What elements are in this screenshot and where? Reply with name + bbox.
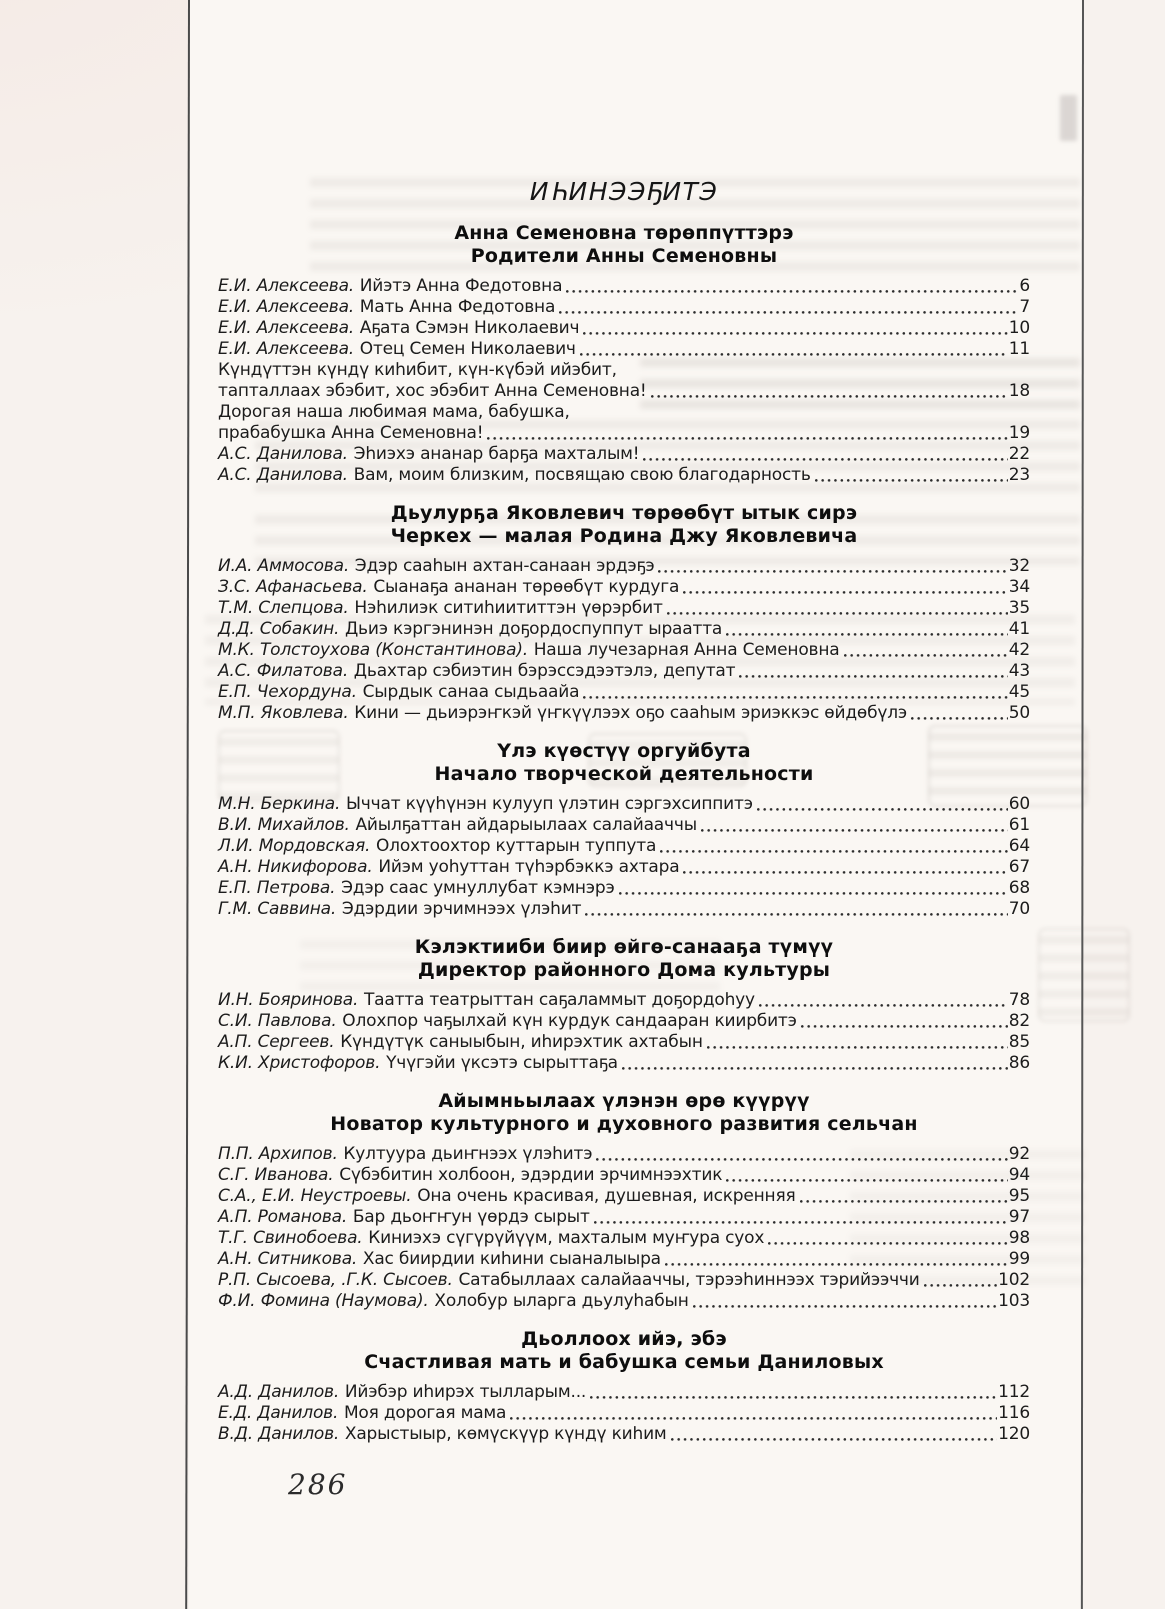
entry-title: Олохтоохтор куттарын туппута — [375, 836, 657, 856]
entry-page-number: 19 — [1008, 423, 1030, 443]
entry-page-number: 34 — [1008, 577, 1030, 597]
toc-entry — [218, 1011, 1030, 1032]
entry-text — [218, 318, 579, 338]
entry-text — [218, 878, 615, 898]
section-heading-russian: Черкех — малая Родина Джу Яковлевича — [390, 525, 858, 547]
toc-section — [218, 1328, 1030, 1445]
entry-title: Култуура дьиҥнээх үлэһитэ — [343, 1144, 593, 1164]
dot-leader — [622, 1066, 1008, 1071]
dot-leader — [739, 674, 1007, 679]
section-heading-sakha: Дьоллоох ийэ, эбэ — [521, 1328, 727, 1350]
dot-leader — [580, 352, 1008, 357]
toc-entry — [218, 465, 1030, 486]
entry-author: Е.И. Алексеева. — [218, 297, 354, 317]
toc-entry — [218, 423, 1030, 444]
entry-page-number: 120 — [998, 1424, 1030, 1444]
toc-entry-list — [218, 1382, 1030, 1445]
toc-entry — [218, 1382, 1030, 1403]
entry-title: Ийэм уоһуттан түһэрбэккэ ахтара — [378, 857, 680, 877]
entry-author: К.И. Христофоров. — [218, 1053, 381, 1073]
entry-page-number: 98 — [1008, 1228, 1030, 1248]
entry-text — [218, 640, 840, 660]
entry-title: Кини — дьиэрэҥкэй үҥкүүлээх оҕо сааһым эриэккэс өйдөбүлэ — [354, 703, 908, 723]
entry-text — [218, 815, 697, 835]
entry-text — [218, 556, 654, 576]
entry-title: Айылҕаттан айдарыылаах салайааччы — [355, 815, 697, 835]
toc-entry — [218, 836, 1030, 857]
entry-title: Отец Семен Николаевич — [359, 339, 576, 359]
toc-entry — [218, 1270, 1030, 1291]
entry-text — [218, 1228, 764, 1248]
toc-section — [218, 936, 1030, 1074]
entry-text — [218, 381, 647, 401]
entry-text — [218, 1403, 506, 1423]
toc-entry — [218, 682, 1030, 703]
entry-page-number: 61 — [1008, 815, 1030, 835]
toc-entry — [218, 703, 1030, 724]
toc-entry — [218, 1144, 1030, 1165]
entry-author: Л.И. Мордовская. — [218, 836, 371, 856]
section-heading — [218, 936, 1030, 982]
entry-text — [218, 1270, 920, 1290]
entry-page-number: 10 — [1008, 318, 1030, 338]
entry-title: Үчүгэйи үксэтэ сырыттаҕа — [386, 1053, 618, 1073]
entry-title: Аҕата Сэмэн Николаевич — [359, 318, 580, 338]
entry-page-number: 94 — [1008, 1165, 1030, 1185]
section-heading — [218, 222, 1030, 268]
entry-page-number: 70 — [1008, 899, 1030, 919]
toc-entry — [218, 619, 1030, 640]
entry-page-number: 85 — [1008, 1032, 1030, 1052]
entry-page-number: 68 — [1008, 878, 1030, 898]
entry-title: Наша лучезарная Анна Семеновна — [533, 640, 840, 660]
toc-entry — [218, 276, 1030, 297]
toc-entry — [218, 1403, 1030, 1424]
dot-leader — [594, 1220, 1008, 1225]
entry-title: Эдэр сааһын ахтан-санаан эрдэҕэ — [354, 556, 655, 576]
section-heading-russian: Счастливая мать и бабушка семьи Даниловых — [364, 1351, 884, 1373]
entry-text — [218, 794, 753, 814]
dot-leader — [585, 912, 1007, 917]
entry-page-number: 41 — [1008, 619, 1030, 639]
section-heading-sakha: Анна Семеновна төрөппүттэрэ — [454, 222, 794, 244]
toc-entry-list — [218, 990, 1030, 1074]
entry-text — [218, 661, 735, 681]
dot-leader — [660, 849, 1008, 854]
dot-leader — [924, 1283, 998, 1288]
dot-leader — [658, 569, 1007, 574]
toc-entry — [218, 402, 1030, 423]
entry-text — [218, 1144, 592, 1164]
entry-page-number: 92 — [1008, 1144, 1030, 1164]
entry-title: Дьахтар сэбиэтин бэрэссэдээтэлэ, депутат — [353, 661, 736, 681]
dot-leader — [815, 478, 1008, 483]
entry-page-number: 102 — [998, 1270, 1030, 1290]
dot-leader — [651, 394, 1008, 399]
toc-entry — [218, 444, 1030, 465]
dot-leader — [768, 1241, 1008, 1246]
entry-text — [218, 360, 617, 380]
entry-title: Таатта театрыттан саҕаламмыт доҕордоһуу — [363, 990, 755, 1010]
entry-text — [218, 1382, 586, 1402]
entry-author: А.П. Сергеев. — [218, 1032, 335, 1052]
entry-author: Р.П. Сысоева, .Г.К. Сысоев. — [218, 1270, 453, 1290]
entry-text — [218, 339, 576, 359]
entry-text — [218, 1186, 796, 1206]
entry-author: А.Н. Никифорова. — [218, 857, 373, 877]
entry-text — [218, 598, 663, 618]
toc-entry — [218, 381, 1030, 402]
entry-author: П.П. Архипов. — [218, 1144, 338, 1164]
table-of-contents — [218, 177, 1030, 1501]
entry-author: Ф.И. Фомина (Наумова). — [218, 1291, 429, 1311]
toc-entry-list — [218, 794, 1030, 920]
toc-entry — [218, 1032, 1030, 1053]
entry-title: Моя дорогая мама — [343, 1403, 507, 1423]
entry-author: И.А. Аммосова. — [218, 556, 350, 576]
entry-author: Т.Г. Свинобоева. — [218, 1228, 363, 1248]
dot-leader — [667, 611, 1008, 616]
toc-sections — [218, 222, 1030, 1445]
entry-title: Сатабыллаах салайааччы, тэрээһиннээх тэрийээччи — [458, 1270, 920, 1290]
entry-title: Күндүтүк саныыбын, иһирэхтик ахтабын — [340, 1032, 703, 1052]
entry-title: Мать Анна Федотовна — [359, 297, 556, 317]
entry-text — [218, 276, 562, 296]
entry-text — [218, 1249, 661, 1269]
toc-entry-list — [218, 276, 1030, 486]
entry-page-number: 116 — [998, 1403, 1030, 1423]
toc-entry — [218, 857, 1030, 878]
toc-entry — [218, 794, 1030, 815]
entry-page-number: 112 — [998, 1382, 1030, 1402]
entry-author: Е.Д. Данилов. — [218, 1403, 339, 1423]
section-heading — [218, 1328, 1030, 1374]
entry-page-number: 78 — [1008, 990, 1030, 1010]
entry-page-number: 64 — [1008, 836, 1030, 856]
dot-leader — [583, 695, 1007, 700]
toc-section — [218, 502, 1030, 724]
entry-page-number: 23 — [1008, 465, 1030, 485]
entry-page-number: 6 — [1019, 276, 1030, 296]
section-heading — [218, 502, 1030, 548]
entry-page-number: 45 — [1008, 682, 1030, 702]
dot-leader — [693, 1304, 997, 1309]
dot-leader — [590, 1395, 997, 1400]
toc-entry — [218, 360, 1030, 381]
dot-leader — [683, 870, 1007, 875]
toc-entry — [218, 556, 1030, 577]
toc-entry-list — [218, 1144, 1030, 1312]
entry-page-number: 95 — [1008, 1186, 1030, 1206]
dot-leader — [800, 1199, 1008, 1204]
dot-leader — [671, 1437, 998, 1442]
entry-author: С.И. Павлова. — [218, 1011, 337, 1031]
entry-author: Е.П. Чехордуна. — [218, 682, 357, 702]
entry-author: В.И. Михайлов. — [218, 815, 350, 835]
entry-title: Дорогая наша любимая мама, бабушка, — [218, 402, 570, 422]
entry-title: прабабушка Анна Семеновна! — [218, 423, 484, 443]
entry-text — [218, 619, 722, 639]
entry-author: А.С. Данилова. — [218, 444, 348, 464]
entry-author: М.Н. Беркина. — [218, 794, 341, 814]
entry-title: Сүбэбитин холбоон, эдэрдии эрчимнээхтик — [339, 1165, 723, 1185]
toc-entry — [218, 297, 1030, 318]
entry-text — [218, 1207, 590, 1227]
section-heading-russian: Родители Анны Семеновны — [470, 245, 778, 267]
entry-title: Ийэтэ Анна Федотовна — [359, 276, 563, 296]
entry-title: Бар дьоҥҥун үөрдэ сырыт — [352, 1207, 590, 1227]
toc-entry — [218, 1291, 1030, 1312]
dot-leader — [759, 1003, 1008, 1008]
entry-text — [218, 402, 570, 422]
dot-leader — [801, 1024, 1008, 1029]
dot-leader — [510, 1416, 997, 1421]
entry-author: С.А., Е.И. Неустроевы. — [218, 1186, 412, 1206]
entry-title: Холобур ыларга дьулуһабын — [434, 1291, 689, 1311]
entry-author: А.С. Филатова. — [218, 661, 349, 681]
entry-text — [218, 1424, 667, 1444]
entry-text — [218, 577, 679, 597]
dot-leader — [665, 1262, 1008, 1267]
entry-title: Вам, моим близким, посвящаю свою благодарность — [353, 465, 811, 485]
entry-text — [218, 1053, 618, 1073]
entry-text — [218, 444, 639, 464]
toc-entry — [218, 318, 1030, 339]
entry-page-number: 32 — [1008, 556, 1030, 576]
entry-author: В.Д. Данилов. — [218, 1424, 340, 1444]
entry-page-number: 86 — [1008, 1053, 1030, 1073]
toc-entry — [218, 1165, 1030, 1186]
toc-entry — [218, 1228, 1030, 1249]
entry-text — [218, 1291, 689, 1311]
entry-title: тапталлаах эбэбит, хос эбэбит Анна Семеновна! — [218, 381, 647, 401]
section-heading — [218, 740, 1030, 786]
dot-leader — [726, 632, 1008, 637]
entry-page-number: 97 — [1008, 1207, 1030, 1227]
entry-page-number: 42 — [1008, 640, 1030, 660]
entry-author: С.Г. Иванова. — [218, 1165, 334, 1185]
entry-author: З.С. Афанасьева. — [218, 577, 368, 597]
entry-title: Күндүттэн күндү киһибит, күн-күбэй ийэбит, — [218, 360, 617, 380]
entry-author: Е.И. Алексеева. — [218, 318, 354, 338]
section-heading-sakha: Дьулурҕа Яковлевич төрөөбүт ытык сирэ — [390, 502, 858, 524]
entry-text — [218, 423, 483, 443]
entry-page-number: 18 — [1008, 381, 1030, 401]
entry-text — [218, 1011, 797, 1031]
toc-entry — [218, 899, 1030, 920]
section-heading-sakha: Айымньылаах үлэнэн өрө күүрүү — [438, 1090, 810, 1112]
entry-title: Эдэрдии эрчимнээх үлэһит — [341, 899, 582, 919]
entry-author: Е.П. Петрова. — [218, 878, 336, 898]
dot-leader — [583, 331, 1007, 336]
dot-leader — [596, 1157, 1007, 1162]
section-heading-sakha: Кэлэктииби биир өйгө-санааҕа түмүү — [414, 936, 834, 958]
toc-entry — [218, 1249, 1030, 1270]
entry-page-number: 67 — [1008, 857, 1030, 877]
entry-author: М.П. Яковлева. — [218, 703, 349, 723]
entry-author: А.С. Данилова. — [218, 465, 348, 485]
entry-title: Хас биирдии киһини сыаналыыра — [362, 1249, 661, 1269]
dot-leader — [701, 828, 1008, 833]
toc-entry — [218, 640, 1030, 661]
entry-author: Т.М. Слепцова. — [218, 598, 349, 618]
entry-title: Эһиэхэ ананар барҕа махталым! — [353, 444, 640, 464]
page-edge-right — [1081, 0, 1084, 1609]
toc-entry — [218, 1424, 1030, 1445]
entry-text — [218, 836, 656, 856]
toc-section — [218, 740, 1030, 920]
entry-text — [218, 703, 907, 723]
toc-entry — [218, 815, 1030, 836]
entry-title: Эдэр саас умнуллубат кэмнэрэ — [341, 878, 615, 898]
toc-entry — [218, 1053, 1030, 1074]
entry-title: Дьиэ кэргэнинэн доҕордоспуппут ыраатта — [344, 619, 723, 639]
entry-page-number: 50 — [1008, 703, 1030, 723]
dot-leader — [566, 289, 1018, 294]
toc-entry-list — [218, 556, 1030, 724]
toc-entry — [218, 339, 1030, 360]
toc-entry — [218, 878, 1030, 899]
section-heading-russian: Директор районного Дома культуры — [417, 959, 831, 981]
entry-author: А.Н. Ситникова. — [218, 1249, 358, 1269]
section-heading-russian: Новатор культурного и духовного развития сельчан — [330, 1113, 918, 1135]
entry-title: Олохпор чаҕылхай күн курдук сандааран киирбитэ — [342, 1011, 797, 1031]
entry-author: А.П. Романова. — [218, 1207, 348, 1227]
entry-title: Сыанаҕа ананан төрөөбүт курдуга — [373, 577, 680, 597]
dot-leader — [726, 1178, 1007, 1183]
toc-entry — [218, 990, 1030, 1011]
entry-text — [218, 297, 555, 317]
entry-page-number: 43 — [1008, 661, 1030, 681]
entry-page-number: 82 — [1008, 1011, 1030, 1031]
toc-section — [218, 222, 1030, 486]
dot-leader — [757, 807, 1008, 812]
page-title: ИҺИНЭЭҔИТЭ — [529, 177, 719, 206]
entry-author: Е.И. Алексеева. — [218, 276, 354, 296]
toc-entry — [218, 1186, 1030, 1207]
entry-author: Д.Д. Собакин. — [218, 619, 340, 639]
dot-leader — [559, 310, 1018, 315]
entry-text — [218, 1032, 703, 1052]
toc-entry — [218, 577, 1030, 598]
entry-text — [218, 990, 755, 1010]
section-heading — [218, 1090, 1030, 1136]
section-heading-sakha: Үлэ күөстүү оргуйбута — [497, 740, 751, 762]
toc-section — [218, 1090, 1030, 1312]
entry-page-number: 35 — [1008, 598, 1030, 618]
entry-title: Харыстыыр, көмүскүүр күндү киһим — [344, 1424, 667, 1444]
entry-title: Сырдык санаа сыдьаайа — [362, 682, 580, 702]
toc-entry — [218, 1207, 1030, 1228]
dot-leader — [643, 457, 1007, 462]
entry-text — [218, 899, 581, 919]
entry-page-number: 11 — [1008, 339, 1030, 359]
entry-title: Нэһилиэк ситиһиититтэн үөрэрбит — [354, 598, 663, 618]
entry-title: Киниэхэ сүгүрүйүүм, махталым муҥура суох — [368, 1228, 765, 1248]
entry-title: Ыччат күүһүнэн кулууп үлэтин сэргэхсиппитэ — [346, 794, 753, 814]
entry-page-number: 7 — [1019, 297, 1030, 317]
entry-page-number: 103 — [998, 1291, 1030, 1311]
entry-text — [218, 682, 579, 702]
entry-page-number: 22 — [1008, 444, 1030, 464]
dot-leader — [844, 653, 1008, 658]
dot-leader — [487, 436, 1007, 441]
entry-text — [218, 1165, 722, 1185]
entry-text — [218, 857, 679, 877]
entry-author: И.Н. Бояринова. — [218, 990, 359, 1010]
entry-author: Е.И. Алексеева. — [218, 339, 354, 359]
page-number: 286 — [288, 1468, 348, 1501]
dot-leader — [619, 891, 1008, 896]
entry-author: А.Д. Данилов. — [218, 1382, 340, 1402]
toc-entry — [218, 661, 1030, 682]
entry-title: Она очень красивая, душевная, искренняя — [417, 1186, 796, 1206]
entry-text — [218, 465, 811, 485]
section-heading-russian: Начало творческой деятельности — [434, 763, 814, 785]
entry-title: Ийэбэр иһирэх тылларым... — [344, 1382, 587, 1402]
dot-leader — [683, 590, 1008, 595]
entry-author: Г.М. Саввина. — [218, 899, 337, 919]
entry-page-number: 99 — [1008, 1249, 1030, 1269]
dot-leader — [707, 1045, 1008, 1050]
entry-author: М.К. Толстоухова (Константинова). — [218, 640, 528, 660]
toc-entry — [218, 598, 1030, 619]
dot-leader — [911, 716, 1008, 721]
entry-page-number: 60 — [1008, 794, 1030, 814]
